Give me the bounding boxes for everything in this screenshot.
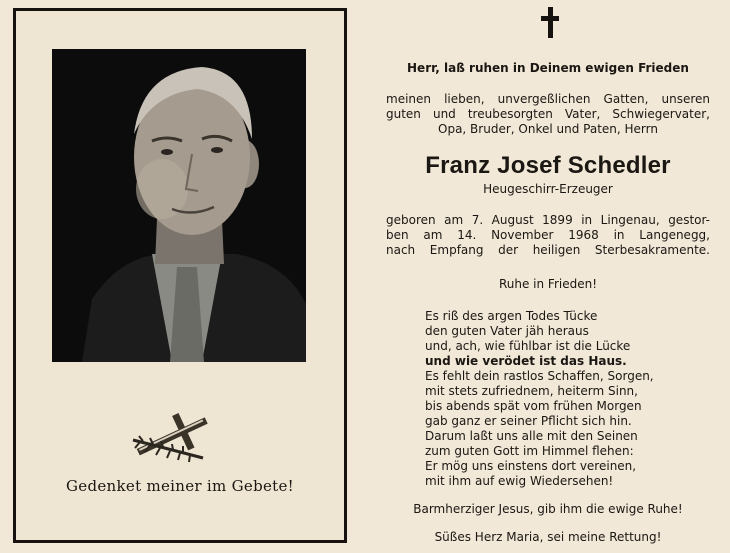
poem-line: gab ganz er seiner Pflicht sich hin.	[425, 414, 632, 428]
prayer-request-caption: Gedenket meiner im Gebete!	[66, 477, 294, 495]
closing-prayer-maria: Süßes Herz Maria, sei meine Rettung!	[434, 530, 662, 544]
poem-line: mit ihm auf ewig Wiedersehen!	[425, 474, 614, 488]
cross-icon	[541, 7, 559, 38]
bio-line: nach Empfang der heiligen Sterbesakramente.	[386, 243, 710, 257]
portrait-photo	[52, 49, 306, 362]
bio-line: geboren am 7. August 1899 in Lingenau, gestor-	[386, 213, 710, 227]
bio-text	[386, 213, 710, 258]
poem-line: Darum laßt uns alle mit den Seinen	[425, 429, 638, 443]
poem-line: und wie verödet ist das Haus.	[425, 354, 627, 368]
intro-line: Opa, Bruder, Onkel und Paten, Herrn	[438, 122, 658, 136]
heading-prayer: Herr, laß ruhen in Deinem ewigen Frieden	[407, 61, 689, 75]
poem-line: mit stets zufriednem, heiterm Sinn,	[425, 384, 638, 398]
closing-prayer-jesus: Barmherziger Jesus, gib ihm die ewige Ruhe!	[413, 502, 683, 516]
occupation: Heugeschirr-Erzeuger	[483, 182, 613, 196]
intro-line: guten und treubesorgten Vater, Schwiegervater,	[386, 107, 710, 121]
poem-line: den guten Vater jäh heraus	[425, 324, 589, 338]
deceased-name: Franz Josef Schedler	[425, 152, 671, 179]
intro-line: meinen lieben, unvergeßlichen Gatten, unseren	[386, 92, 710, 106]
poem	[425, 309, 654, 489]
bio-line: ben am 14. November 1968 in Langenegg,	[386, 228, 710, 242]
poem-line: zum guten Gott im Himmel flehen:	[425, 444, 634, 458]
poem-line: und, ach, wie fühlbar ist die Lücke	[425, 339, 631, 353]
poem-line: Es fehlt dein rastlos Schaffen, Sorgen,	[425, 369, 654, 383]
poem-line: bis abends spät vom frühen Morgen	[425, 399, 642, 413]
poem-line: Es riß des argen Todes Tücke	[425, 309, 598, 323]
intro-text	[386, 92, 710, 137]
poem-line: Er mög uns einstens dort vereinen,	[425, 459, 637, 473]
cross-and-palm-icon	[125, 410, 220, 465]
rest-in-peace: Ruhe in Frieden!	[498, 277, 598, 291]
